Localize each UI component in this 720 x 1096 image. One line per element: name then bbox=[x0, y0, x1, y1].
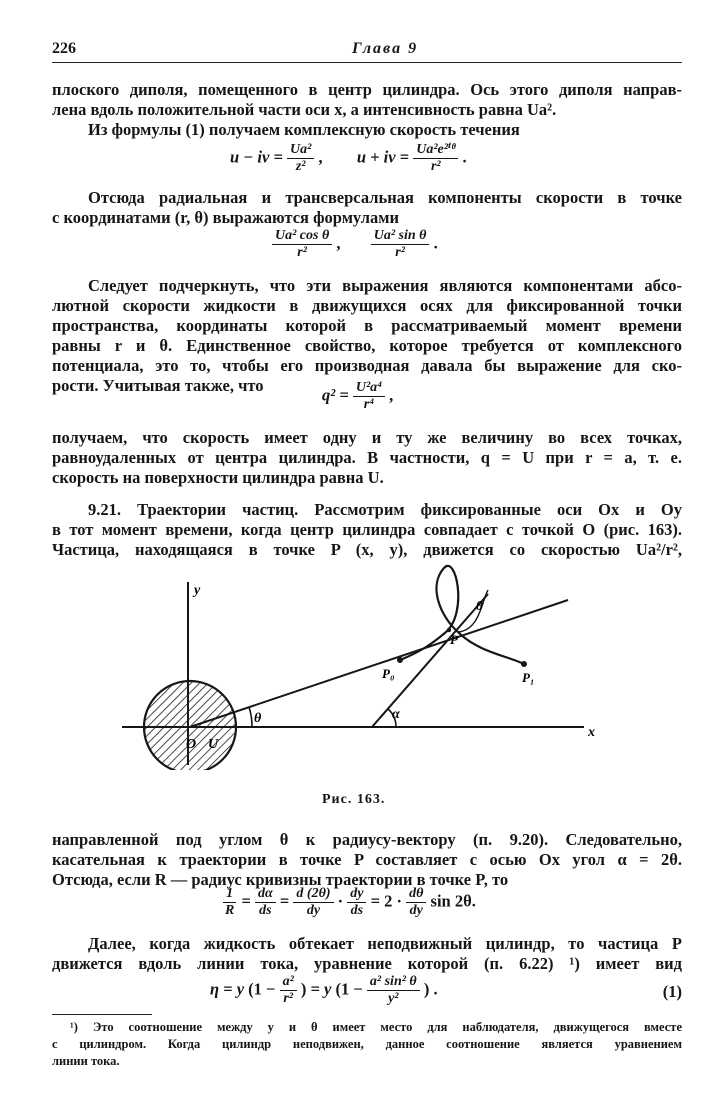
label-x: x bbox=[588, 725, 595, 740]
label-theta-loop: θ bbox=[476, 598, 483, 613]
fraction bbox=[255, 886, 276, 919]
fraction bbox=[371, 228, 430, 261]
formula-text: = y bbox=[310, 979, 332, 999]
point-p0 bbox=[397, 657, 403, 663]
formula-text: ) bbox=[300, 979, 307, 999]
fraction-numerator: dy bbox=[347, 886, 366, 903]
text-line: Частица, находящаяся в точке P (x, y), движется со скоростью Ua²/r², bbox=[52, 540, 682, 559]
formula-text: , bbox=[318, 147, 323, 167]
page-header bbox=[52, 40, 682, 63]
theta-arc bbox=[249, 707, 252, 727]
fraction-numerator: Ua² sin θ bbox=[371, 228, 430, 245]
formula-streamline bbox=[210, 974, 682, 1007]
text-line: касательная к траектории в точке P составляет с осью Ox угол α = 2θ. bbox=[52, 850, 682, 869]
formula-text: , bbox=[336, 233, 341, 253]
fraction bbox=[280, 974, 297, 1007]
text-line: Отсюда радиальная и трансверсальная компоненты скорости в точке bbox=[88, 188, 682, 207]
radius-vector bbox=[190, 600, 568, 727]
fraction-numerator: dα bbox=[255, 886, 276, 903]
label-u: U bbox=[208, 737, 219, 752]
formula-text: η = y bbox=[210, 979, 245, 999]
text-line: направленной под углом θ к радиусу-вектору (п. 9.20). Следовательно, bbox=[52, 830, 682, 849]
label-y: y bbox=[194, 583, 201, 598]
fraction-denominator: dy bbox=[306, 903, 321, 918]
section-heading-line: 9.21. Траектории частиц. Рассмотрим фиксированные оси Ox и Oy bbox=[88, 500, 682, 519]
fraction bbox=[413, 142, 458, 175]
figure-163 bbox=[110, 560, 610, 770]
formula-text: . bbox=[433, 233, 438, 253]
running-title: Глава 9 bbox=[352, 40, 419, 57]
label-p0: P₀ bbox=[382, 666, 395, 681]
formula-text: u + iv = bbox=[356, 147, 410, 167]
text-line: движется вдоль линии тока, уравнение которой (п. 6.22) ¹) имеет вид bbox=[52, 954, 682, 973]
formula-text: u − iv = bbox=[230, 147, 283, 167]
figure-caption: Рис. 163. bbox=[322, 792, 386, 807]
page-number: 226 bbox=[52, 40, 76, 57]
label-theta-origin: θ bbox=[254, 711, 262, 726]
formula-text: (1 − bbox=[335, 979, 363, 999]
text-line: рости. Учитывая также, что bbox=[52, 376, 264, 395]
text-line: получаем, что скорость имеет одну и ту же величину во всех точках, bbox=[52, 428, 682, 447]
text-line: скорость на поверхности цилиндра равна U. bbox=[52, 468, 384, 487]
text-line: пространства, координаты которой в рассматриваемый момент времени bbox=[52, 316, 682, 335]
formula-text: = 2 · bbox=[370, 891, 403, 911]
fraction-denominator: r² bbox=[395, 245, 405, 260]
fraction-denominator: dy bbox=[409, 903, 423, 918]
fraction bbox=[287, 142, 314, 175]
text-line: потенциала, это то, чтобы его производная давала бы выражение для ско- bbox=[52, 356, 682, 375]
formula-text: = bbox=[279, 891, 290, 911]
text-line: Далее, когда жидкость обтекает неподвижный цилиндр, то частица P bbox=[88, 934, 682, 953]
fraction-numerator: Ua² cos θ bbox=[272, 228, 332, 245]
fraction-numerator: Ua²e²ⁱᶿ bbox=[413, 142, 458, 159]
fraction bbox=[222, 886, 237, 919]
formula-speed-squared bbox=[322, 380, 393, 413]
text-line: равны r и θ. Единственное свойство, которое требуется от комплексного bbox=[52, 336, 682, 355]
footnote-line: линии тока. bbox=[52, 1054, 120, 1068]
formula-text: · bbox=[337, 891, 344, 911]
fraction bbox=[406, 886, 426, 919]
fraction bbox=[353, 380, 385, 413]
equation-number: (1) bbox=[662, 982, 682, 1001]
formula-curvature bbox=[222, 886, 476, 919]
fraction-denominator: r² bbox=[297, 245, 307, 260]
formula-text: . bbox=[462, 147, 467, 167]
fraction bbox=[347, 886, 366, 919]
fraction-numerator: a² sin² θ bbox=[367, 974, 420, 991]
formula-text: ) bbox=[423, 979, 430, 999]
formula-text: , bbox=[389, 385, 394, 405]
text-line: с координатами (r, θ) выражаются формулами bbox=[52, 208, 400, 227]
fraction bbox=[293, 886, 333, 919]
footnote-line: с цилиндром. Когда цилиндр неподвижен, данное соотношение является уравнением bbox=[52, 1037, 682, 1051]
formula-velocity-components bbox=[272, 228, 438, 261]
text-line: Отсюда, если R — радиус кривизны траектории в точке P, то bbox=[52, 870, 509, 889]
formula-complex-velocity bbox=[230, 142, 467, 175]
fraction-denominator: ds bbox=[259, 903, 272, 918]
text-line: Следует подчеркнуть, что эти выражения являются компонентами абсо- bbox=[88, 276, 682, 295]
label-p1: P₁ bbox=[522, 670, 535, 685]
fraction-numerator: 1 bbox=[223, 886, 236, 903]
fraction-numerator: d (2θ) bbox=[293, 886, 333, 903]
label-alpha: α bbox=[392, 707, 400, 722]
fraction-numerator: a² bbox=[280, 974, 297, 991]
text-line: равноудаленных от центра цилиндра. В частности, q = U при r = a, т. е. bbox=[52, 448, 682, 467]
fraction-denominator: ds bbox=[350, 903, 364, 918]
fraction-denominator: R bbox=[225, 903, 235, 918]
fraction bbox=[367, 974, 420, 1007]
footnote-line: ¹) Это соотношение между y и θ имеет место для наблюдателя, движущегося вместе bbox=[70, 1020, 682, 1034]
fraction-denominator: r² bbox=[430, 159, 441, 174]
fraction-numerator: dθ bbox=[406, 886, 426, 903]
formula-text: = bbox=[241, 891, 251, 911]
fraction-denominator: r² bbox=[283, 991, 293, 1006]
formula-text: q² = bbox=[322, 385, 349, 405]
text-line: лена вдоль положительной части оси x, а интенсивность равна Ua². bbox=[52, 100, 557, 119]
label-p: P bbox=[450, 632, 458, 647]
point-p1 bbox=[521, 661, 527, 667]
footnote-rule bbox=[52, 1014, 152, 1015]
fraction bbox=[272, 228, 332, 261]
formula-text: . bbox=[433, 979, 438, 999]
text-line: Из формулы (1) получаем комплексную скорость течения bbox=[88, 120, 520, 139]
fraction-denominator: r⁴ bbox=[363, 397, 375, 412]
text-line: плоского диполя, помещенного в центр цилиндра. Ось этого диполя направ- bbox=[52, 80, 682, 99]
fraction-denominator: z² bbox=[295, 159, 306, 174]
text-line: в тот момент времени, когда центр цилиндра совпадает с точкой O (рис. 163). bbox=[52, 520, 682, 539]
fraction-numerator: U²a⁴ bbox=[353, 380, 385, 397]
text-line: лютной скорости жидкости в движущихся осях для фиксированной точки bbox=[52, 296, 682, 315]
label-origin: O bbox=[186, 737, 197, 752]
formula-text: (1 − bbox=[248, 979, 276, 999]
formula-text: sin 2θ. bbox=[430, 891, 476, 911]
fraction-denominator: y² bbox=[388, 991, 399, 1006]
fraction-numerator: Ua² bbox=[287, 142, 314, 159]
